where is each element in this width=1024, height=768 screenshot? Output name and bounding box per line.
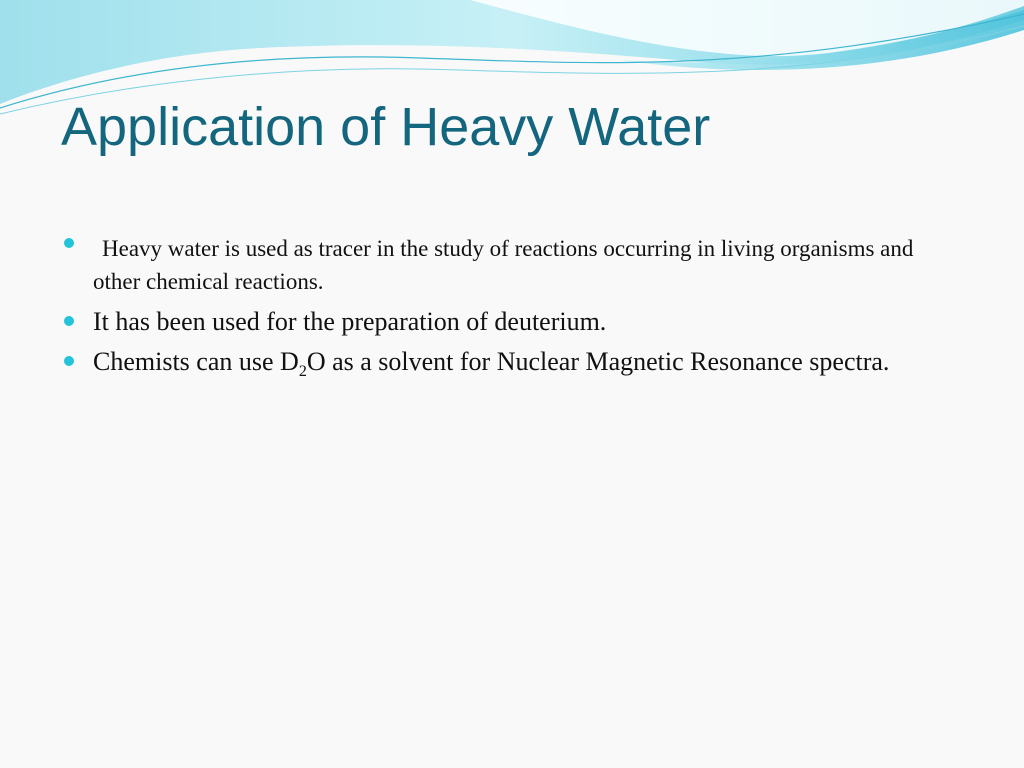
bullet-item bbox=[60, 232, 940, 298]
bullet-item bbox=[60, 304, 940, 340]
bullet-text: Heavy water is used as tracer in the study of reactions occurring in living organisms and other chemical reactions. bbox=[93, 236, 914, 294]
bullet-text-prefix: Chemists can use D bbox=[93, 347, 299, 376]
bullet-list bbox=[60, 232, 940, 380]
slide-title: Application of Heavy Water bbox=[61, 97, 711, 157]
bullet-icon bbox=[64, 316, 74, 326]
bullet-text-suffix: O as a solvent for Nuclear Magnetic Resonance spectra. bbox=[306, 347, 890, 376]
bullet-icon bbox=[64, 356, 74, 366]
bullet-text: It has been used for the preparation of deuterium. bbox=[93, 307, 607, 336]
subscript-number: 2 bbox=[298, 363, 307, 380]
bullet-icon bbox=[64, 238, 74, 248]
bullet-text bbox=[93, 344, 940, 380]
bullet-item bbox=[60, 344, 940, 380]
